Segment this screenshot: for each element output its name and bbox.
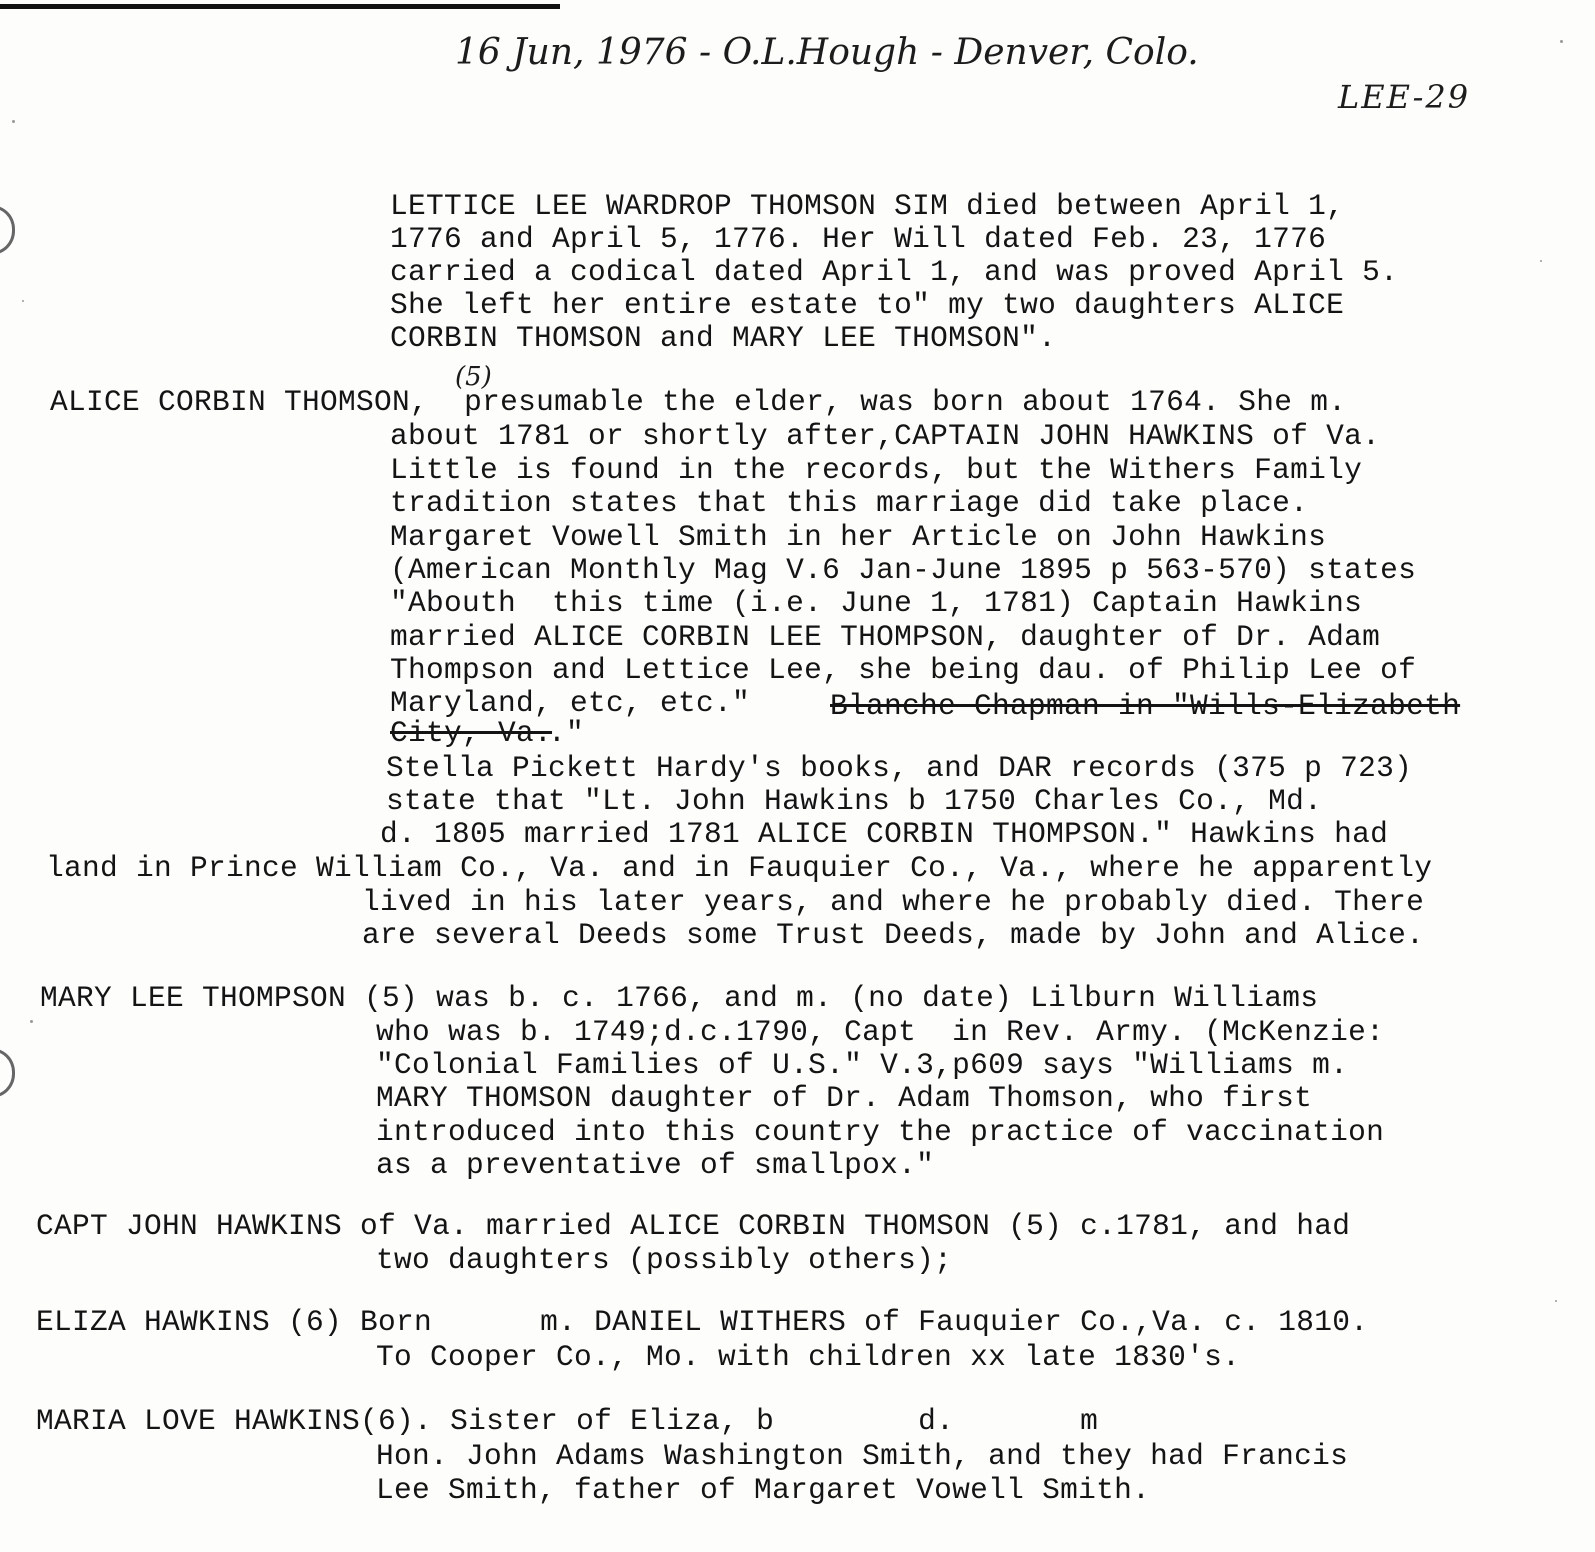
text-line: married ALICE CORBIN LEE THOMPSON, daughter of Dr. Adam — [390, 620, 1381, 654]
struck-text: Blanche Chapman in "Wills-Elizabeth — [830, 689, 1461, 723]
text-line: lived in his later years, and where he probably died. There — [362, 885, 1425, 919]
handwritten-sheet-number: LEE-29 — [1338, 78, 1471, 116]
text-line: (American Monthly Mag V.6 Jan-June 1895 p 563-570) states — [390, 553, 1417, 587]
scan-speck — [1555, 1300, 1557, 1302]
text-line: ELIZA HAWKINS (6) Born m. DANIEL WITHERS of Fauquier Co.,Va. c. 1810. — [36, 1305, 1369, 1339]
scan-speck — [22, 300, 24, 302]
text-line: introduced into this country the practice of vaccination — [376, 1115, 1385, 1149]
text-line: 1776 and April 5, 1776. Her Will dated Feb. 23, 1776 — [390, 222, 1327, 256]
scan-speck — [1560, 40, 1563, 43]
text-line: She left her entire estate to" my two daughters ALICE — [390, 288, 1345, 322]
text-line: Stella Pickett Hardy's books, and DAR records (375 p 723) — [386, 751, 1413, 785]
top-rule — [0, 4, 560, 9]
text-line: "Abouth this time (i.e. June 1, 1781) Captain Hawkins — [390, 586, 1363, 620]
text-line: are several Deeds some Trust Deeds, made by John and Alice. — [362, 918, 1425, 952]
text-line: MARIA LOVE HAWKINS(6). Sister of Eliza, b d. m — [36, 1404, 1099, 1438]
text-line: To Cooper Co., Mo. with children xx late 1830's. — [376, 1340, 1241, 1374]
text-line: d. 1805 married 1781 ALICE CORBIN THOMPSON." Hawkins had — [380, 817, 1389, 851]
text-line: ALICE CORBIN THOMSON, presumable the elder, was born about 1764. She m. — [50, 385, 1347, 419]
handwritten-header: 16 Jun, 1976 - O.L.Hough - Denver, Colo. — [455, 32, 1199, 73]
text-line: MARY LEE THOMPSON (5) was b. c. 1766, and m. (no date) Lilburn Williams — [40, 981, 1319, 1015]
text-line: land in Prince William Co., Va. and in Fauquier Co., Va., where he apparently — [46, 851, 1433, 885]
text-line: LETTICE LEE WARDROP THOMSON SIM died between April 1, — [390, 189, 1345, 223]
text-line: CORBIN THOMSON and MARY LEE THOMSON". — [390, 321, 1057, 355]
text-line: Thompson and Lettice Lee, she being dau. of Philip Lee of — [390, 653, 1417, 687]
text-line: Lee Smith, father of Margaret Vowell Smith. — [376, 1473, 1151, 1507]
text-line: MARY THOMSON daughter of Dr. Adam Thomson, who first — [376, 1081, 1313, 1115]
text-line: as a preventative of smallpox." — [376, 1148, 935, 1182]
punch-hole-mark — [0, 1048, 15, 1098]
text-line: state that "Lt. John Hawkins b 1750 Charles Co., Md. — [386, 784, 1323, 818]
scan-speck — [30, 1020, 33, 1023]
handwritten-footnote-mark: (5) — [455, 362, 492, 392]
scan-speck — [12, 120, 15, 123]
text-line: ." — [548, 716, 585, 750]
text-line: two daughters (possibly others); — [376, 1243, 953, 1277]
struck-text: City, Va. — [390, 716, 553, 750]
text-line: "Colonial Families of U.S." V.3,p609 says "Williams m. — [376, 1048, 1349, 1082]
scan-speck — [1540, 260, 1542, 262]
text-line: Little is found in the records, but the Withers Family — [390, 453, 1363, 487]
text-line: carried a codical dated April 1, and was proved April 5. — [390, 255, 1399, 289]
text-line: Maryland, etc, etc." — [390, 686, 751, 720]
text-line: tradition states that this marriage did take place. — [390, 486, 1309, 520]
text-line: Margaret Vowell Smith in her Article on John Hawkins — [390, 520, 1327, 554]
text-line: CAPT JOHN HAWKINS of Va. married ALICE CORBIN THOMSON (5) c.1781, and had — [36, 1209, 1351, 1243]
text-line: about 1781 or shortly after,CAPTAIN JOHN HAWKINS of Va. — [390, 419, 1381, 453]
text-line: who was b. 1749;d.c.1790, Capt in Rev. Army. (McKenzie: — [376, 1015, 1385, 1049]
text-line: Hon. John Adams Washington Smith, and they had Francis — [376, 1439, 1349, 1473]
punch-hole-mark — [0, 205, 15, 255]
